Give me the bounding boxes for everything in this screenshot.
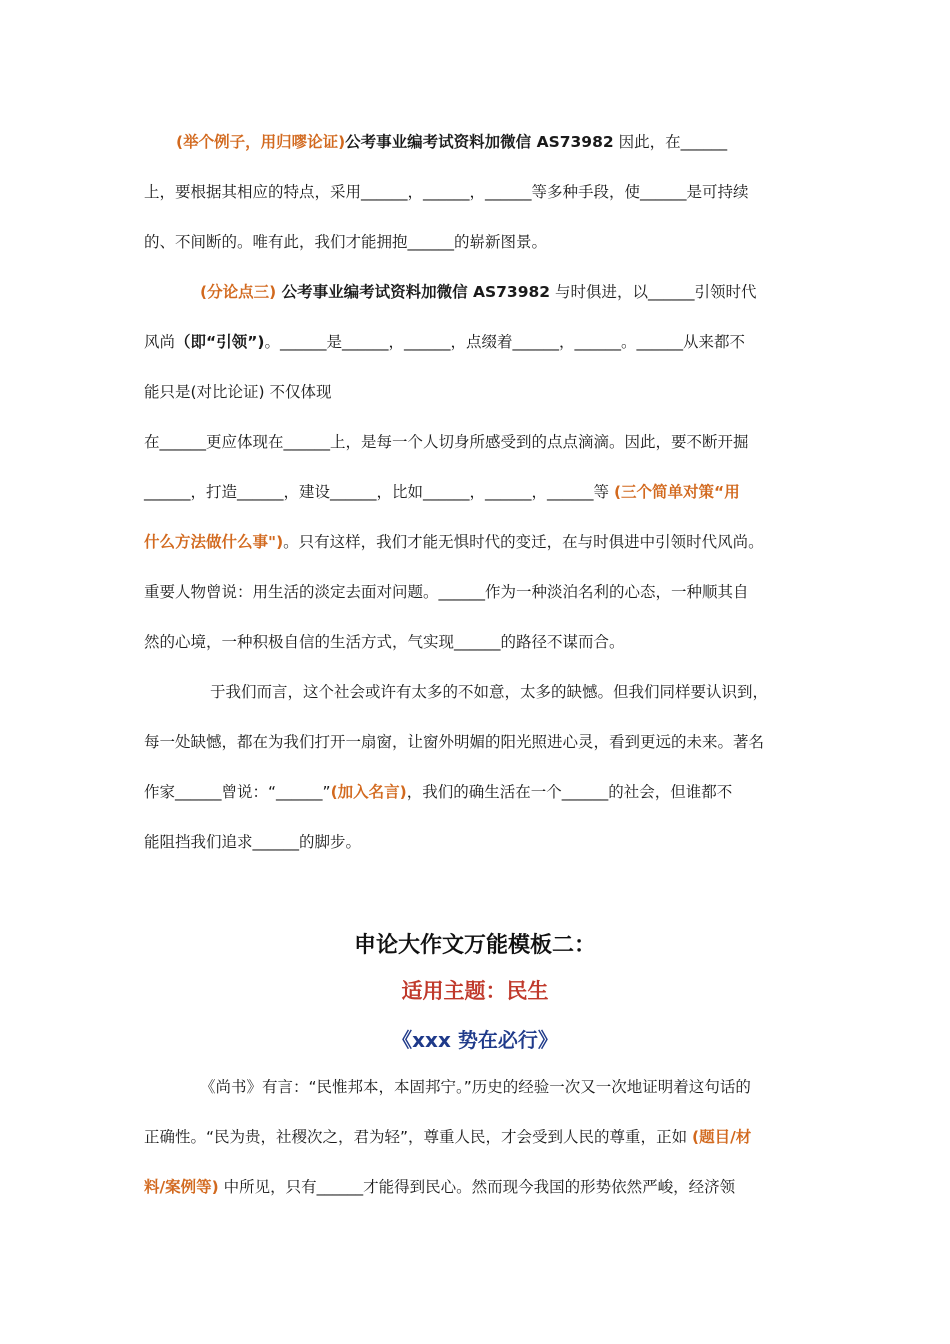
annotation-note: (举个例子，用归嘐论证) xyxy=(176,133,346,151)
paragraph-line xyxy=(144,480,814,504)
body-text: 《尚书》有言：“民惟邦本，本固邦宁。”历史的经验一次又一次地证明着这句话的 xyxy=(200,1078,751,1096)
body-text: ______，打造______，建设______，比如______，______，______等 xyxy=(144,483,614,501)
body-text: 中所见，只有______才能得到民心。然而现今我国的形势依然严峻，经济领 xyxy=(218,1178,736,1196)
body-text: 重要人物曾说：用生活的淡定去面对问题。______作为一种淡泊名利的心态，一种顺其自 xyxy=(144,583,749,601)
essay-title: 《xxx 势在必行》 xyxy=(392,1028,558,1052)
paragraph-line xyxy=(144,1125,814,1149)
paragraph-line xyxy=(144,380,814,404)
watermark-text: 公考事业编考试资料加微信 AS73982 xyxy=(276,283,551,301)
paragraph-line xyxy=(144,180,814,204)
body-text: 的、不间断的。唯有此，我们才能拥抱______的崭新图景。 xyxy=(144,233,548,251)
paragraph-line xyxy=(144,830,814,854)
watermark-text: 公考事业编考试资料加微信 AS73982 xyxy=(345,133,614,151)
paragraph-line xyxy=(200,1075,870,1099)
annotation-note: 什么方法做什么事") xyxy=(144,533,284,551)
body-text: 于我们而言，这个社会或许有太多的不如意，太多的缺憾。但我们同样要认识到， xyxy=(210,683,769,701)
body-text: 因此，在______ xyxy=(613,133,728,151)
body-text: 能阻挡我们追求______的脚步。 xyxy=(144,833,362,851)
paragraph-line xyxy=(144,580,814,604)
paragraph-line xyxy=(144,530,814,554)
section-heading: 申论大作文万能模板二： xyxy=(353,933,596,958)
paragraph-line xyxy=(144,730,814,754)
paragraph-line xyxy=(200,280,870,304)
body-text: 与时俱进，以______引领时代 xyxy=(550,283,757,301)
paragraph-line xyxy=(144,430,814,454)
body-text: 在______更应体现在______上，是每一个人切身所感受到的点点滴滴。因此，要不断开掘 xyxy=(144,433,749,451)
paragraph-line xyxy=(144,330,814,354)
annotation-note: (题目/材 xyxy=(692,1128,752,1146)
paragraph-line xyxy=(144,230,814,254)
body-text: 。只有这样，我们才能无惧时代的变迁，在与时俱进中引领时代风尚。 xyxy=(283,533,764,551)
paragraph-line xyxy=(144,780,814,804)
annotation-note: 料/案例等) xyxy=(144,1178,219,1196)
paragraph-line xyxy=(144,1175,814,1199)
annotation-note: (加入名言) xyxy=(330,783,407,801)
annotation-note: (三个简单对策“用 xyxy=(613,483,740,501)
body-text: 作家______曾说：“______” xyxy=(144,783,331,801)
emphasis-text: （即“引领”) xyxy=(175,333,265,351)
body-text: 每一处缺憾，都在为我们打开一扇窗，让窗外明媚的阳光照进心灵，看到更远的未来。著名 xyxy=(144,733,765,751)
body-text: 风尚 xyxy=(144,333,176,351)
body-text: 正确性。“民为贵，社稷次之，君为轻”，尊重人民，才会受到人民的尊重，正如 xyxy=(144,1128,692,1146)
body-text: 能只是(对比论证) 不仅体现 xyxy=(144,383,332,401)
section-subtitle: 适用主题：民生 xyxy=(401,979,549,1003)
body-text: 。______是______，______，点缀着______，______。______从来都不 xyxy=(264,333,745,351)
body-text: ，我们的确生活在一个______的社会，但谁都不 xyxy=(406,783,733,801)
annotation-note: (分论点三) xyxy=(200,283,277,301)
body-text: 上，要根据其相应的特点，采用______，______，______等多种手段，使______是可持续 xyxy=(144,183,749,201)
body-text: 然的心境，一种积极自信的生活方式，气实现______的路径不谋而合。 xyxy=(144,633,625,651)
paragraph-line xyxy=(210,680,880,704)
paragraph-line xyxy=(144,630,814,654)
paragraph-line xyxy=(176,130,846,154)
